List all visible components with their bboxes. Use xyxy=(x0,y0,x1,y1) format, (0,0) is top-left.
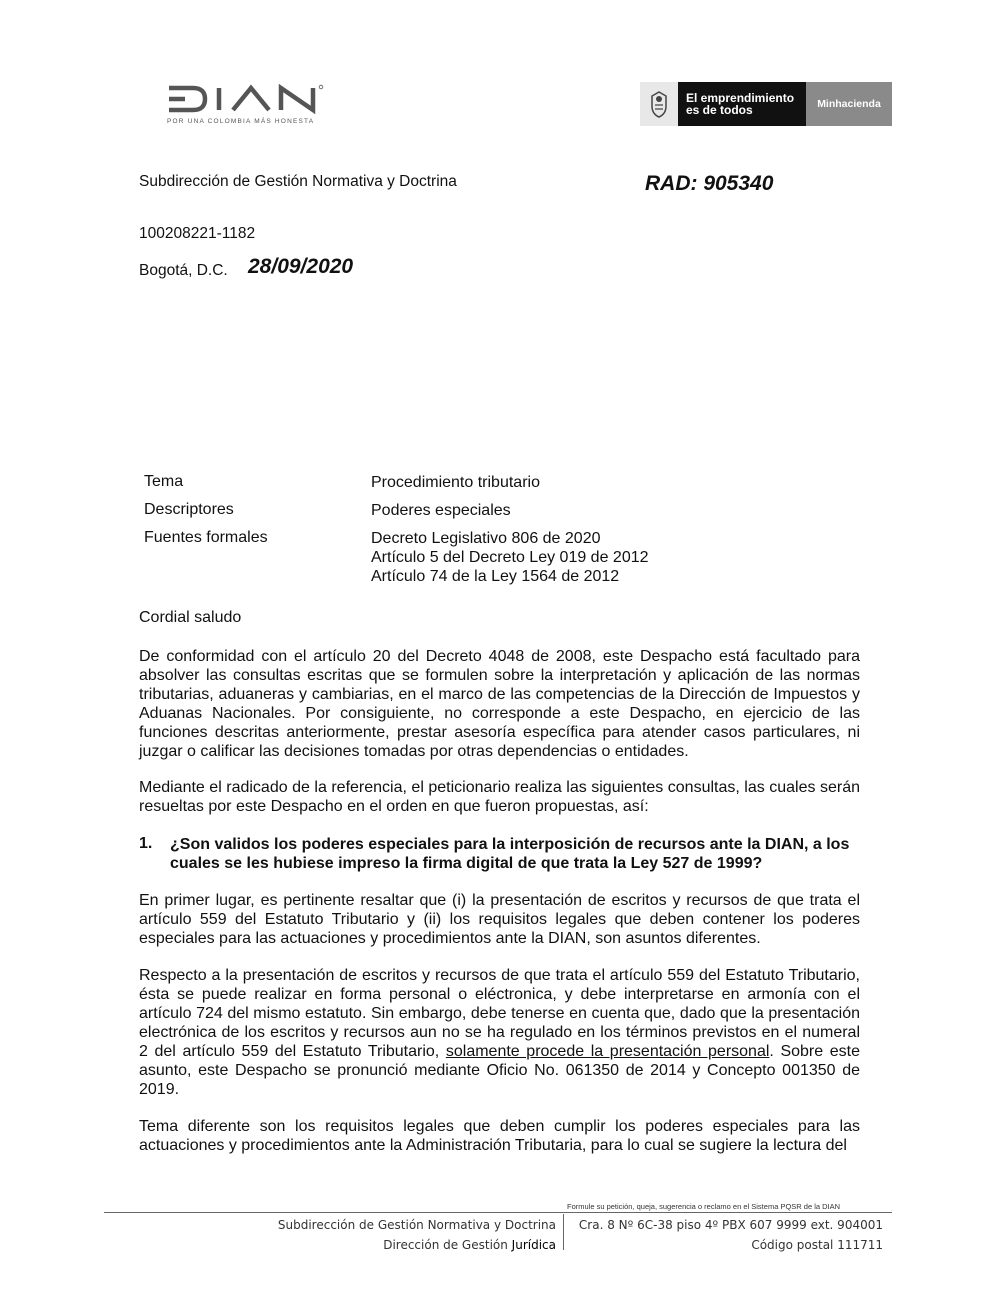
fuente-item: Artículo 5 del Decreto Ley 019 de 2012 xyxy=(371,549,649,566)
paragraph-5: Tema diferente son los requisitos legales que deben cumplir los poderes especiales para las actuaciones y procedimientos ante la Administración Tributaria, para lo cual se sugiere la lectura del xyxy=(139,1118,860,1154)
question-number: 1. xyxy=(139,835,153,852)
date: 28/09/2020 xyxy=(248,255,354,278)
paragraph-2: Mediante el radicado de la referencia, el peticionario realiza las siguientes consultas, las cuales serán resueltas por este Despacho en el orden en que fueron propuestas, así: xyxy=(139,779,860,815)
fuentes-values xyxy=(371,529,649,586)
pqsr-note: Formule su petición, queja, sugerencia o reclamo en el Sistema PQSR de la DIAN xyxy=(567,1202,841,1211)
logo-tagline: POR UNA COLOMBIA MÁS HONESTA xyxy=(167,118,315,125)
paragraph-4: Respecto a la presentación de escritos y recursos de que trata el artículo 559 del Estatuto Tributario, ésta se puede realizar en forma personal o eléctronica, y debe interpretarse en armonía con el artículo 724 del mismo estatuto. Sin embargo, debe tenerse en cuenta que, dado que la presentación electrónica de los escritos y recursos aun no se ha regulado en los términos previstos en el numeral 2 del artículo 559 del Estatuto Tributario, solamente procede la presentación personal. Sobre este asunto, este Despacho se pronunció mediante Oficio No. 061350 de 2014 y Concepto 001350 de 2019. xyxy=(139,967,861,1098)
coat-of-arms-icon xyxy=(640,82,678,126)
footer-divider xyxy=(563,1214,564,1250)
fuentes-label: Fuentes formales xyxy=(144,529,268,546)
fuente-item: Decreto Legislativo 806 de 2020 xyxy=(371,530,601,547)
footer-rule xyxy=(104,1212,892,1213)
office-header: Subdirección de Gestión Normativa y Doctrina xyxy=(139,173,457,190)
greeting: Cordial saludo xyxy=(139,609,242,626)
reference-number: 100208221-1182 xyxy=(139,225,256,242)
tema-value: Procedimiento tributario xyxy=(371,474,540,491)
rad-number: RAD: 905340 xyxy=(645,172,774,195)
tema-label: Tema xyxy=(144,473,184,490)
dian-logo-graphic xyxy=(165,82,325,116)
paragraph-3: En primer lugar, es pertinente resaltar que (i) la presentación de escritos y recursos de que trata el artículo 559 del Estatuto Tributario y (ii) los requisitos legales que deben contener los poderes especiales para las actuaciones y procedimientos ante la DIAN, son asuntos diferentes. xyxy=(139,892,860,947)
banner-ministry: Minhacienda xyxy=(806,82,892,126)
underlined-phrase: solamente procede la presentación personal xyxy=(445,1043,770,1060)
dian-logo xyxy=(165,82,325,128)
descriptores-label: Descriptores xyxy=(144,501,234,518)
government-banner xyxy=(640,82,892,126)
fuente-item: Artículo 74 de la Ley 1564 de 2012 xyxy=(371,568,620,585)
paragraph-1: De conformidad con el artículo 20 del Decreto 4048 de 2008, este Despacho está facultado para absolver las consultas escritas que se formulen sobre la interpretación y aplicación de las normas tributarias, aduaneras y cambiarias, en el marco de las competencias de la Dirección de Impuestos y Aduanas Nacionales. Por consiguiente, no corresponde a este Despacho, en ejercicio de las funciones descritas anteriormente, prestar asesoría específica para atender casos particulares, ni juzgar o calificar las decisiones tomadas por otras dependencias o entidades. xyxy=(139,648,860,760)
question-1: ¿Son validos los poderes especiales para la interposición de recursos ante la DIAN, a los cuales se les hubiese impreso la firma digital de que trata la Ley 527 de 1999? xyxy=(170,836,850,872)
footer-address: Cra. 8 Nº 6C-38 piso 4º PBX 607 9999 ext. 904001 Código postal 111711 xyxy=(578,1218,883,1252)
footer-office: Subdirección de Gestión Normativa y Doctrina Dirección de Gestión Jurídica xyxy=(277,1218,556,1252)
descriptores-value: Poderes especiales xyxy=(371,502,511,519)
banner-slogan: El emprendimiento es de todos xyxy=(678,82,806,126)
city: Bogotá, D.C. xyxy=(139,262,228,279)
